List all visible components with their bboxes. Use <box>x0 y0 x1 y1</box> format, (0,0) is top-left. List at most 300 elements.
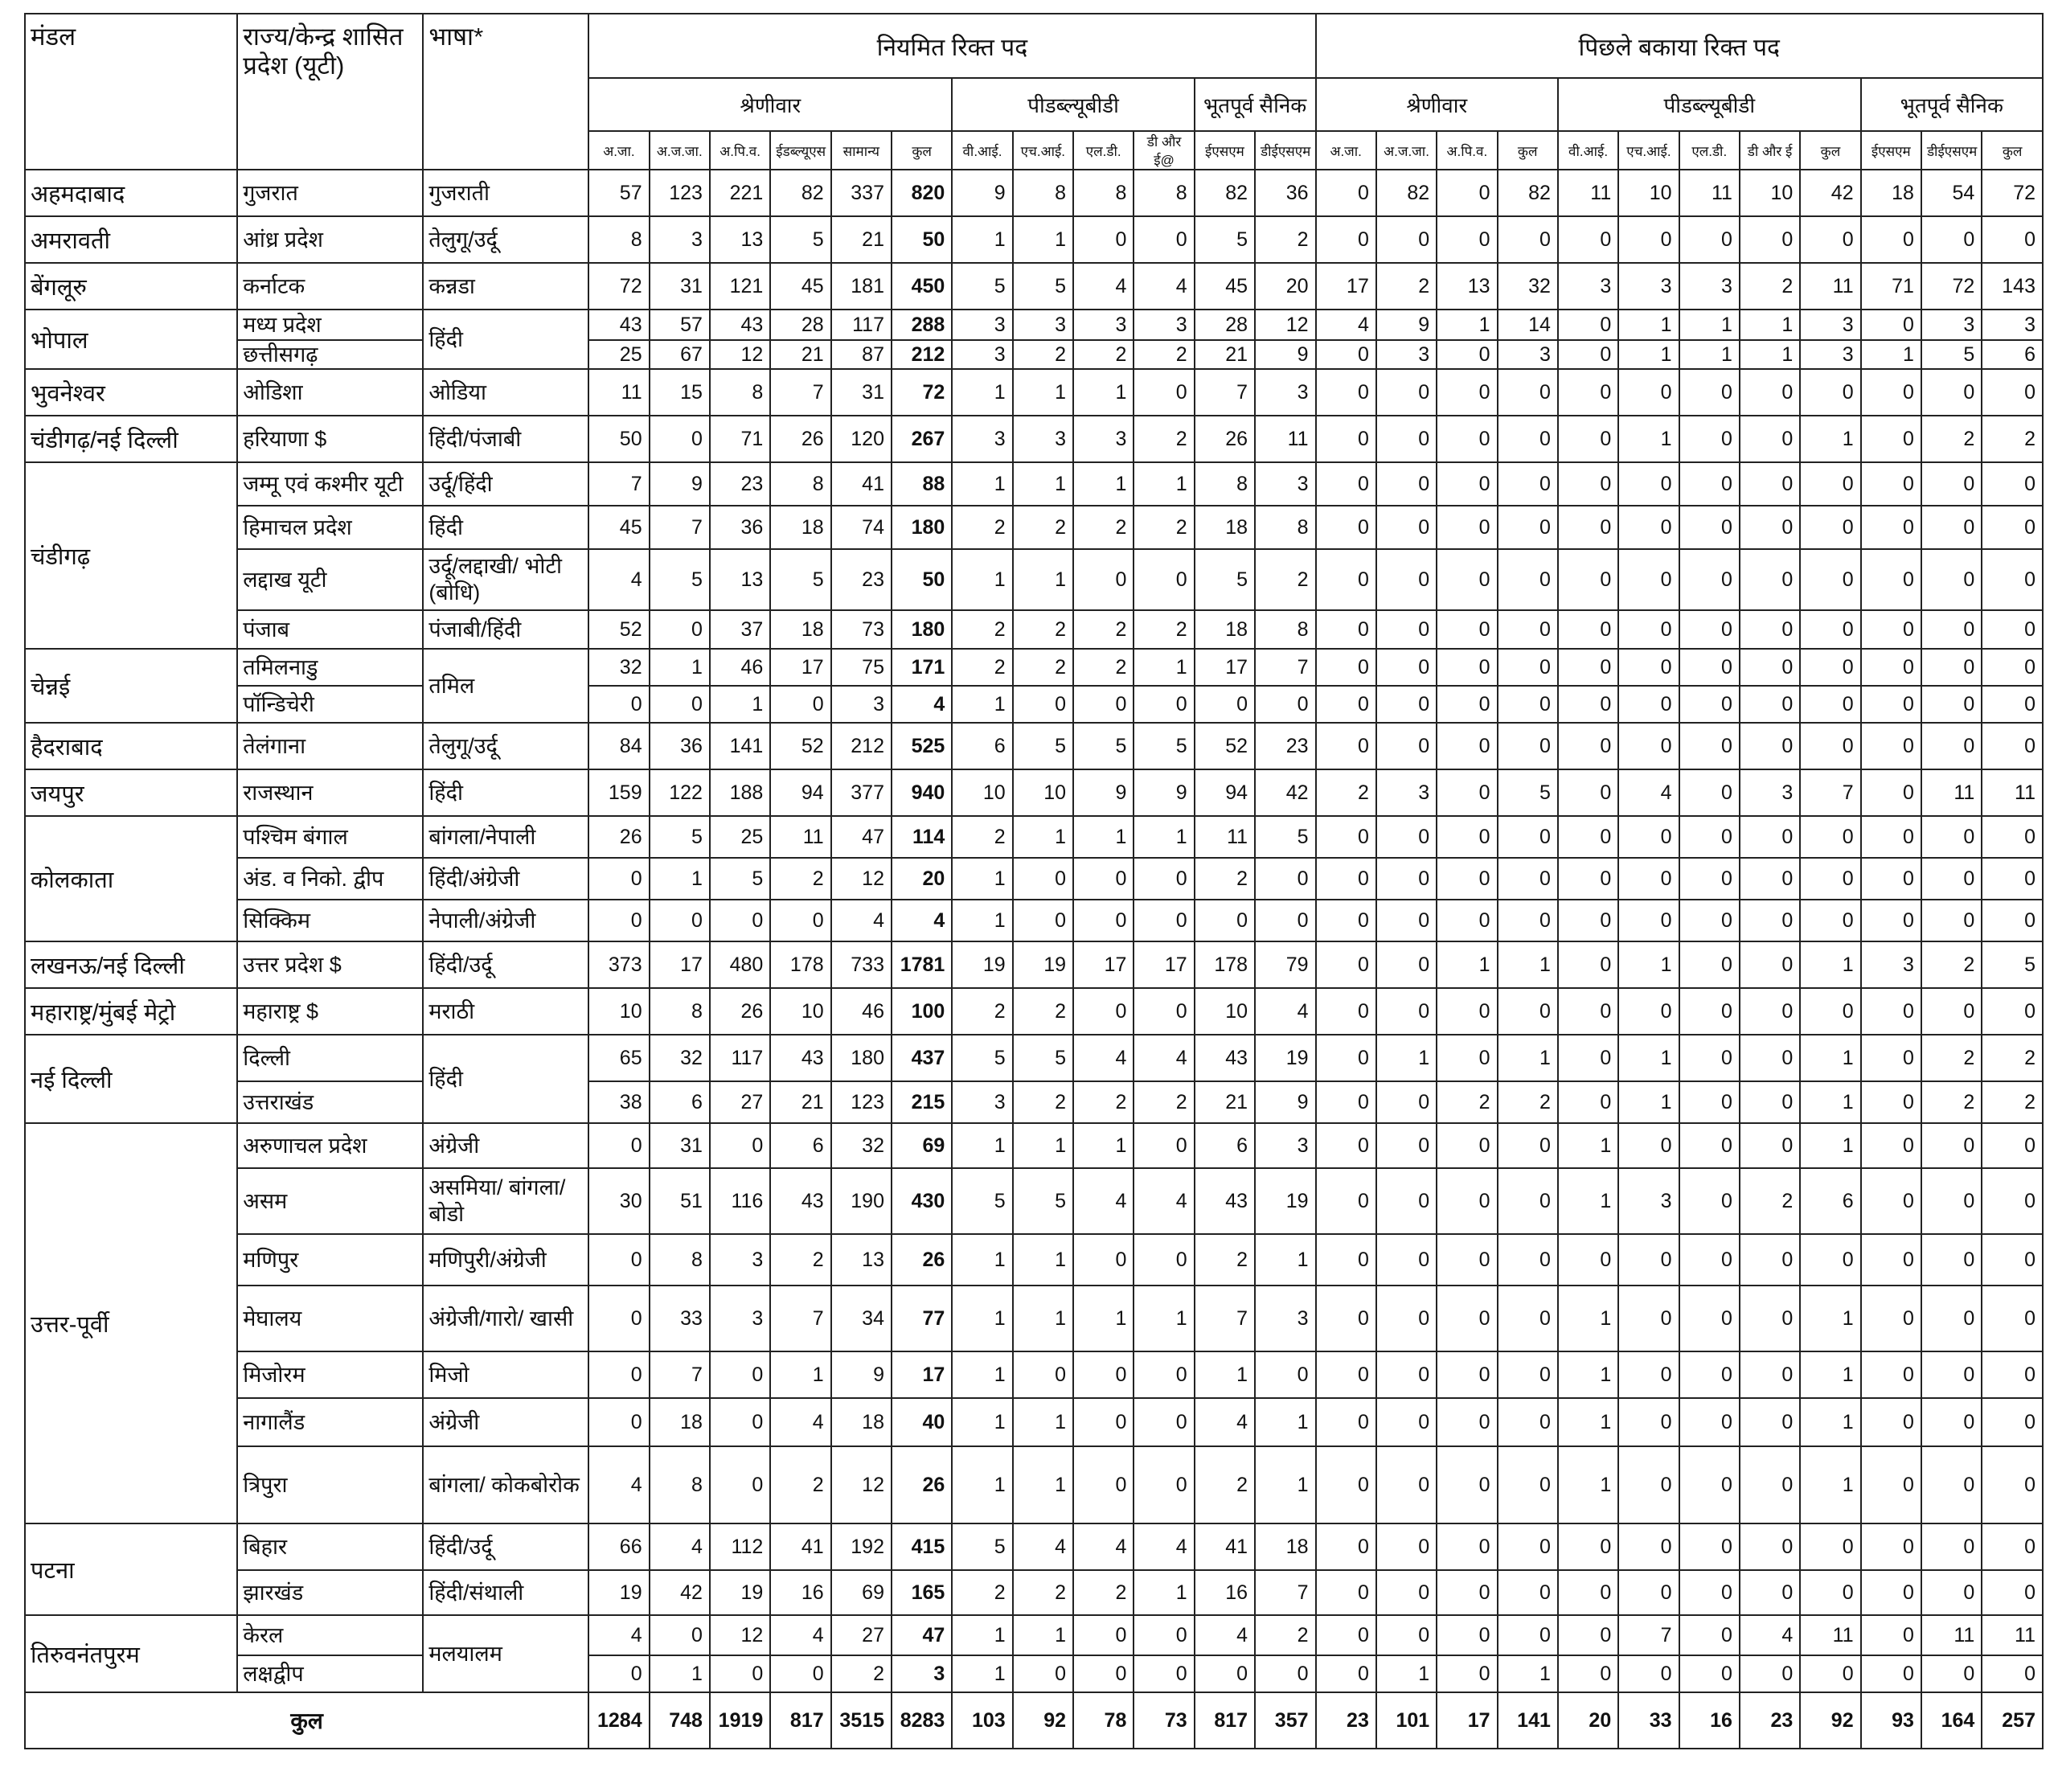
value-cell: 1 <box>1558 1286 1618 1351</box>
value-cell: 0 <box>1861 723 1921 769</box>
value-cell: 1781 <box>892 941 952 988</box>
language-cell: मिजो <box>423 1351 588 1398</box>
value-cell: 0 <box>1073 1351 1134 1398</box>
value-cell: 2 <box>1073 1081 1134 1123</box>
value-cell: 0 <box>1498 1398 1558 1446</box>
value-cell: 2 <box>1195 858 1255 900</box>
value-cell: 1 <box>1134 649 1194 686</box>
value-cell: 1 <box>1800 941 1860 988</box>
value-cell: 0 <box>1921 216 1982 263</box>
value-cell: 0 <box>1618 649 1679 686</box>
value-cell: 6 <box>1195 1123 1255 1168</box>
state-cell: नागालैंड <box>237 1398 423 1446</box>
value-cell: 5 <box>952 1168 1012 1234</box>
value-cell: 52 <box>1195 723 1255 769</box>
value-cell: 0 <box>1861 1286 1921 1351</box>
value-cell: 57 <box>650 310 710 340</box>
value-cell: 0 <box>1134 369 1194 416</box>
value-cell: 0 <box>1437 1655 1497 1692</box>
header-backlog-col: ईएसएम <box>1861 131 1921 170</box>
value-cell: 141 <box>710 723 770 769</box>
zone-cell: अमरावती <box>25 216 237 263</box>
value-cell: 26 <box>1195 416 1255 462</box>
value-cell: 112 <box>710 1523 770 1570</box>
value-cell: 0 <box>1618 1351 1679 1398</box>
header-zone: मंडल <box>25 14 237 170</box>
value-cell: 0 <box>1679 1234 1740 1286</box>
value-cell: 437 <box>892 1035 952 1081</box>
value-cell: 0 <box>1861 1398 1921 1446</box>
value-cell: 82 <box>770 170 830 216</box>
state-cell: दिल्ली <box>237 1035 423 1081</box>
value-cell: 4 <box>770 1615 830 1655</box>
table-row <box>25 649 2043 686</box>
value-cell: 0 <box>1316 900 1376 941</box>
value-cell: 0 <box>1498 988 1558 1035</box>
value-cell: 2 <box>1013 1570 1073 1615</box>
value-cell: 71 <box>1861 263 1921 310</box>
value-cell: 0 <box>1679 1570 1740 1615</box>
value-cell: 3 <box>1618 263 1679 310</box>
value-cell: 337 <box>831 170 892 216</box>
table-row <box>25 549 2043 610</box>
table-row <box>25 1168 2043 1234</box>
value-cell: 0 <box>1498 549 1558 610</box>
header-regular-col: वी.आई. <box>952 131 1012 170</box>
value-cell: 1 <box>1134 1570 1194 1615</box>
value-cell: 88 <box>892 462 952 506</box>
value-cell: 0 <box>1376 900 1437 941</box>
value-cell: 28 <box>1195 310 1255 340</box>
value-cell: 0 <box>1437 858 1497 900</box>
value-cell: 82 <box>1195 170 1255 216</box>
header-regular-col: अ.जा. <box>588 131 649 170</box>
grand-total-value: 103 <box>952 1692 1012 1749</box>
value-cell: 0 <box>1498 900 1558 941</box>
value-cell: 0 <box>1073 686 1134 723</box>
value-cell: 2 <box>1982 416 2043 462</box>
value-cell: 37 <box>710 610 770 649</box>
value-cell: 0 <box>1679 610 1740 649</box>
value-cell: 0 <box>1255 1351 1315 1398</box>
value-cell: 0 <box>1558 1081 1618 1123</box>
value-cell: 15 <box>650 369 710 416</box>
value-cell: 0 <box>1013 1655 1073 1692</box>
value-cell: 0 <box>710 1398 770 1446</box>
value-cell: 0 <box>1437 610 1497 649</box>
value-cell: 0 <box>1376 1286 1437 1351</box>
zone-cell: चंडीगढ़/नई दिल्ली <box>25 416 237 462</box>
value-cell: 11 <box>1921 769 1982 816</box>
value-cell: 180 <box>892 610 952 649</box>
value-cell: 0 <box>1013 686 1073 723</box>
value-cell: 0 <box>1376 649 1437 686</box>
value-cell: 178 <box>770 941 830 988</box>
grand-total-value: 33 <box>1618 1692 1679 1749</box>
value-cell: 1 <box>1558 1123 1618 1168</box>
header-backlog-vacancies: पिछले बकाया रिक्त पद <box>1316 14 2043 78</box>
value-cell: 5 <box>650 549 710 610</box>
value-cell: 11 <box>1558 170 1618 216</box>
value-cell: 0 <box>1679 1035 1740 1081</box>
value-cell: 0 <box>1316 1123 1376 1168</box>
value-cell: 1 <box>952 686 1012 723</box>
zone-cell: नई दिल्ली <box>25 1035 237 1123</box>
value-cell: 2 <box>1376 263 1437 310</box>
value-cell: 1 <box>1498 941 1558 988</box>
value-cell: 25 <box>710 816 770 858</box>
language-cell: हिंदी/उर्दू <box>423 941 588 988</box>
value-cell: 0 <box>1437 416 1497 462</box>
value-cell: 2 <box>1073 649 1134 686</box>
value-cell: 4 <box>1073 1168 1134 1234</box>
value-cell: 0 <box>1861 416 1921 462</box>
value-cell: 26 <box>710 988 770 1035</box>
zone-cell: तिरुवनंतपुरम <box>25 1615 237 1692</box>
state-cell: त्रिपुरा <box>237 1446 423 1523</box>
grand-total-value: 101 <box>1376 1692 1437 1749</box>
value-cell: 1 <box>1255 1446 1315 1523</box>
value-cell: 0 <box>1861 900 1921 941</box>
value-cell: 116 <box>710 1168 770 1234</box>
value-cell: 0 <box>1316 1398 1376 1446</box>
grand-total-value: 1919 <box>710 1692 770 1749</box>
value-cell: 0 <box>1679 649 1740 686</box>
value-cell: 0 <box>1558 769 1618 816</box>
value-cell: 45 <box>588 506 649 549</box>
zone-cell: कोलकाता <box>25 816 237 941</box>
table-row <box>25 340 2043 369</box>
value-cell: 0 <box>1437 1234 1497 1286</box>
value-cell: 11 <box>1921 1615 1982 1655</box>
value-cell: 3 <box>1982 310 2043 340</box>
value-cell: 0 <box>1376 1446 1437 1523</box>
value-cell: 0 <box>1800 1655 1860 1692</box>
language-cell: मराठी <box>423 988 588 1035</box>
value-cell: 41 <box>1195 1523 1255 1570</box>
table-row <box>25 416 2043 462</box>
value-cell: 143 <box>1982 263 2043 310</box>
value-cell: 25 <box>588 340 649 369</box>
value-cell: 0 <box>710 1446 770 1523</box>
value-cell: 31 <box>831 369 892 416</box>
value-cell: 4 <box>1073 1523 1134 1570</box>
value-cell: 1 <box>1013 216 1073 263</box>
value-cell: 5 <box>1013 263 1073 310</box>
value-cell: 7 <box>1255 649 1315 686</box>
value-cell: 0 <box>1316 858 1376 900</box>
value-cell: 1 <box>952 858 1012 900</box>
value-cell: 3 <box>1861 941 1921 988</box>
value-cell: 0 <box>1437 769 1497 816</box>
value-cell: 415 <box>892 1523 952 1570</box>
state-cell: लक्षद्वीप <box>237 1655 423 1692</box>
grand-total-value: 93 <box>1861 1692 1921 1749</box>
value-cell: 0 <box>1679 369 1740 416</box>
value-cell: 0 <box>1740 1655 1800 1692</box>
value-cell: 0 <box>1498 1234 1558 1286</box>
value-cell: 36 <box>1255 170 1315 216</box>
table-row <box>25 988 2043 1035</box>
value-cell: 27 <box>831 1615 892 1655</box>
state-cell: मिजोरम <box>237 1351 423 1398</box>
value-cell: 0 <box>1921 1123 1982 1168</box>
grand-total-value: 73 <box>1134 1692 1194 1749</box>
header-regular-col: ईएसएम <box>1195 131 1255 170</box>
value-cell: 7 <box>1195 369 1255 416</box>
state-cell: पॉन्डिचेरी <box>237 686 423 723</box>
value-cell: 0 <box>1921 1570 1982 1615</box>
value-cell: 26 <box>770 416 830 462</box>
value-cell: 1 <box>710 686 770 723</box>
value-cell: 7 <box>588 462 649 506</box>
value-cell: 171 <box>892 649 952 686</box>
value-cell: 0 <box>1316 1570 1376 1615</box>
grand-total-value: 16 <box>1679 1692 1740 1749</box>
value-cell: 0 <box>1498 649 1558 686</box>
value-cell: 4 <box>1073 263 1134 310</box>
value-cell: 0 <box>1679 1523 1740 1570</box>
language-cell: हिंदी <box>423 1035 588 1123</box>
value-cell: 10 <box>952 769 1012 816</box>
value-cell: 1 <box>1800 1081 1860 1123</box>
value-cell: 215 <box>892 1081 952 1123</box>
value-cell: 0 <box>1800 369 1860 416</box>
value-cell: 3 <box>831 686 892 723</box>
value-cell: 43 <box>588 310 649 340</box>
value-cell: 0 <box>1921 1446 1982 1523</box>
value-cell: 1 <box>770 1351 830 1398</box>
value-cell: 4 <box>1195 1615 1255 1655</box>
zone-cell: लखनऊ/नई दिल्ली <box>25 941 237 988</box>
grand-total-value: 17 <box>1437 1692 1497 1749</box>
value-cell: 0 <box>1982 649 2043 686</box>
value-cell: 4 <box>1073 1035 1134 1081</box>
value-cell: 0 <box>1073 1655 1134 1692</box>
value-cell: 0 <box>1498 506 1558 549</box>
value-cell: 0 <box>1134 1123 1194 1168</box>
value-cell: 2 <box>831 1655 892 1692</box>
value-cell: 0 <box>1921 1523 1982 1570</box>
value-cell: 5 <box>650 816 710 858</box>
header-regular-col: अ.पि.व. <box>710 131 770 170</box>
value-cell: 0 <box>588 900 649 941</box>
value-cell: 8 <box>650 1234 710 1286</box>
header-regular-pwbd: पीडब्ल्यूबीडी <box>952 78 1194 131</box>
value-cell: 4 <box>892 686 952 723</box>
value-cell: 0 <box>1134 900 1194 941</box>
value-cell: 0 <box>1013 900 1073 941</box>
table-row <box>25 1523 2043 1570</box>
value-cell: 4 <box>892 900 952 941</box>
value-cell: 0 <box>1921 1351 1982 1398</box>
grand-total-value: 817 <box>1195 1692 1255 1749</box>
value-cell: 2 <box>1073 610 1134 649</box>
table-row <box>25 1655 2043 1692</box>
value-cell: 0 <box>1861 858 1921 900</box>
value-cell: 23 <box>831 549 892 610</box>
value-cell: 1 <box>1618 310 1679 340</box>
value-cell: 0 <box>1800 649 1860 686</box>
value-cell: 46 <box>710 649 770 686</box>
table-row <box>25 1351 2043 1398</box>
language-cell: तमिल <box>423 649 588 723</box>
value-cell: 0 <box>1376 816 1437 858</box>
value-cell: 0 <box>1558 858 1618 900</box>
value-cell: 0 <box>1861 610 1921 649</box>
value-cell: 0 <box>1921 1168 1982 1234</box>
header-regular-col: अ.ज.जा. <box>650 131 710 170</box>
header-regular-col: एल.डी. <box>1073 131 1134 170</box>
value-cell: 0 <box>1316 416 1376 462</box>
value-cell: 0 <box>1316 988 1376 1035</box>
value-cell: 0 <box>1800 1570 1860 1615</box>
value-cell: 0 <box>1921 1398 1982 1446</box>
table-row <box>25 1398 2043 1446</box>
zone-cell: पटना <box>25 1523 237 1615</box>
value-cell: 2 <box>1013 1081 1073 1123</box>
value-cell: 0 <box>1437 369 1497 416</box>
value-cell: 212 <box>892 340 952 369</box>
language-cell: तेलुगू/उर्दू <box>423 216 588 263</box>
value-cell: 7 <box>770 1286 830 1351</box>
value-cell: 2 <box>1073 506 1134 549</box>
value-cell: 1 <box>1558 1351 1618 1398</box>
value-cell: 1 <box>1073 816 1134 858</box>
value-cell: 0 <box>1740 1035 1800 1081</box>
value-cell: 1 <box>1618 941 1679 988</box>
value-cell: 0 <box>1982 686 2043 723</box>
value-cell: 11 <box>588 369 649 416</box>
value-cell: 0 <box>588 1655 649 1692</box>
value-cell: 2 <box>770 1446 830 1523</box>
value-cell: 165 <box>892 1570 952 1615</box>
value-cell: 0 <box>1800 858 1860 900</box>
value-cell: 0 <box>1618 216 1679 263</box>
value-cell: 1 <box>1800 416 1860 462</box>
value-cell: 28 <box>770 310 830 340</box>
value-cell: 0 <box>1982 369 2043 416</box>
header-regular-exsm: भूतपूर्व सैनिक <box>1195 78 1316 131</box>
state-cell: तेलंगाना <box>237 723 423 769</box>
value-cell: 30 <box>588 1168 649 1234</box>
value-cell: 5 <box>1498 769 1558 816</box>
value-cell: 0 <box>1861 686 1921 723</box>
value-cell: 0 <box>1255 900 1315 941</box>
value-cell: 0 <box>1740 506 1800 549</box>
value-cell: 2 <box>1134 1081 1194 1123</box>
value-cell: 0 <box>1073 1234 1134 1286</box>
value-cell: 4 <box>770 1398 830 1446</box>
value-cell: 1 <box>1376 1035 1437 1081</box>
value-cell: 4 <box>1740 1615 1800 1655</box>
value-cell: 0 <box>1558 900 1618 941</box>
value-cell: 0 <box>1679 686 1740 723</box>
value-cell: 0 <box>1498 1123 1558 1168</box>
value-cell: 34 <box>831 1286 892 1351</box>
value-cell: 1 <box>1073 1286 1134 1351</box>
state-cell: ओडिशा <box>237 369 423 416</box>
value-cell: 0 <box>1861 1234 1921 1286</box>
value-cell: 0 <box>1679 416 1740 462</box>
value-cell: 67 <box>650 340 710 369</box>
table-row <box>25 1570 2043 1615</box>
value-cell: 0 <box>1558 1523 1618 1570</box>
state-cell: तमिलनाडु <box>237 649 423 686</box>
value-cell: 4 <box>588 549 649 610</box>
value-cell: 0 <box>1498 416 1558 462</box>
value-cell: 14 <box>1498 310 1558 340</box>
value-cell: 42 <box>650 1570 710 1615</box>
state-cell: बिहार <box>237 1523 423 1570</box>
value-cell: 4 <box>1013 1523 1073 1570</box>
value-cell: 0 <box>1740 686 1800 723</box>
value-cell: 0 <box>1558 1655 1618 1692</box>
value-cell: 2 <box>1921 416 1982 462</box>
value-cell: 0 <box>1134 1234 1194 1286</box>
value-cell: 212 <box>831 723 892 769</box>
value-cell: 0 <box>1316 1446 1376 1523</box>
value-cell: 9 <box>650 462 710 506</box>
value-cell: 1 <box>1618 416 1679 462</box>
value-cell: 21 <box>770 1081 830 1123</box>
value-cell: 0 <box>1679 549 1740 610</box>
value-cell: 5 <box>952 1035 1012 1081</box>
value-cell: 1 <box>952 1234 1012 1286</box>
language-cell: हिंदी <box>423 310 588 369</box>
value-cell: 7 <box>770 369 830 416</box>
value-cell: 0 <box>1800 723 1860 769</box>
value-cell: 7 <box>1195 1286 1255 1351</box>
value-cell: 5 <box>1013 723 1073 769</box>
value-cell: 0 <box>1618 858 1679 900</box>
value-cell: 0 <box>1316 1351 1376 1398</box>
value-cell: 32 <box>588 649 649 686</box>
value-cell: 12 <box>1255 310 1315 340</box>
header-backlog-col: कुल <box>1982 131 2043 170</box>
value-cell: 0 <box>1800 1523 1860 1570</box>
value-cell: 0 <box>1376 1234 1437 1286</box>
value-cell: 71 <box>710 416 770 462</box>
value-cell: 1 <box>952 549 1012 610</box>
value-cell: 0 <box>1134 686 1194 723</box>
value-cell: 100 <box>892 988 952 1035</box>
value-cell: 10 <box>1618 170 1679 216</box>
value-cell: 0 <box>1558 1615 1618 1655</box>
value-cell: 23 <box>1255 723 1315 769</box>
state-cell: झारखंड <box>237 1570 423 1615</box>
table-row <box>25 816 2043 858</box>
value-cell: 0 <box>1376 506 1437 549</box>
value-cell: 0 <box>1376 858 1437 900</box>
value-cell: 4 <box>1316 310 1376 340</box>
value-cell: 11 <box>770 816 830 858</box>
state-cell: पश्चिम बंगाल <box>237 816 423 858</box>
value-cell: 178 <box>1195 941 1255 988</box>
value-cell: 0 <box>1316 723 1376 769</box>
value-cell: 13 <box>710 549 770 610</box>
value-cell: 1 <box>1255 1398 1315 1446</box>
value-cell: 0 <box>1740 649 1800 686</box>
value-cell: 0 <box>1982 216 2043 263</box>
value-cell: 1 <box>1558 1168 1618 1234</box>
state-cell: अंड. व निको. द्वीप <box>237 858 423 900</box>
value-cell: 0 <box>1679 900 1740 941</box>
value-cell: 3 <box>1376 769 1437 816</box>
value-cell: 57 <box>588 170 649 216</box>
value-cell: 0 <box>1861 1035 1921 1081</box>
value-cell: 0 <box>1861 1123 1921 1168</box>
